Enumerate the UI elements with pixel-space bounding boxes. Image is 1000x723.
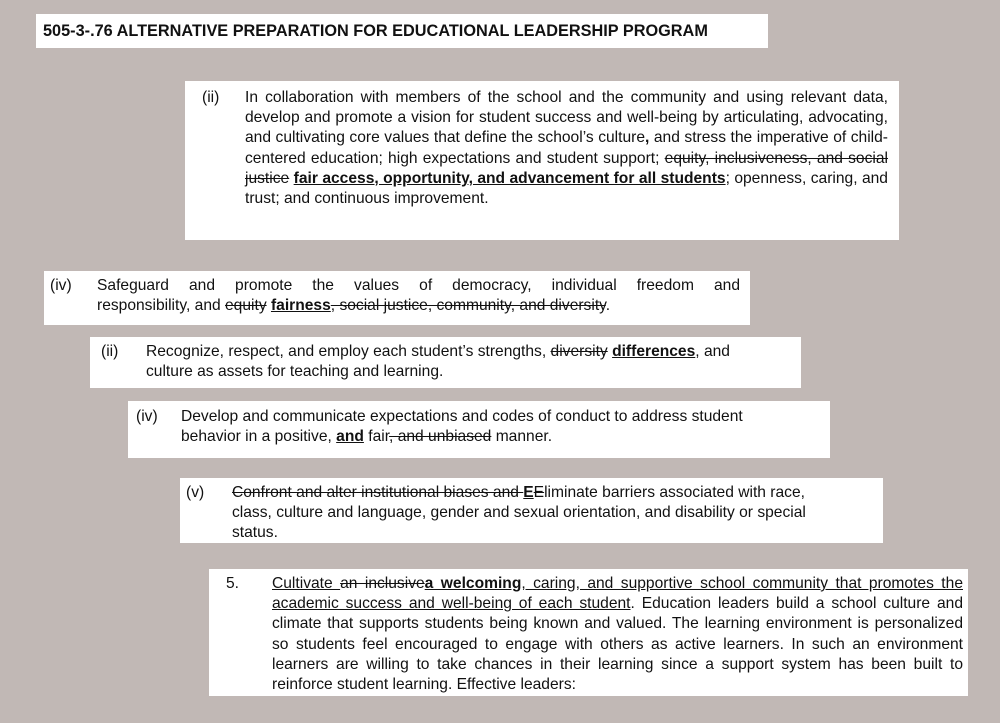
- item-number: (iv): [50, 277, 72, 294]
- deleted-text: equity, inclusiveness, and social justice: [245, 149, 888, 187]
- text-segment: behavior in a positive,: [181, 428, 337, 446]
- added-text: E: [523, 484, 534, 501]
- text-line: [97, 296, 740, 316]
- excerpt-block-5: [180, 478, 883, 543]
- excerpt-block-4: [128, 401, 830, 458]
- item-text: [232, 483, 879, 544]
- added-text: ,: [645, 129, 650, 147]
- deleted-text: , and unbiased: [389, 428, 492, 446]
- deleted-text: E: [533, 484, 545, 501]
- text-segment: , and: [695, 343, 730, 360]
- text-segment: . Education leaders build a school culture and climate that supports students being known and valued. The learning environment is personalized so students feel encouraged to engage with others as active learners. In such an environment learners are willing to take chances in their learning since a support system has been built to reinforce student learning. Effective leaders:: [272, 595, 963, 694]
- deleted-text: , social justice, community, and diversity: [330, 297, 606, 315]
- excerpt-block-2: [44, 271, 750, 325]
- deleted-text: an inclusive: [340, 575, 425, 592]
- deleted-text: equity: [225, 297, 267, 315]
- text-segment: fair: [363, 428, 390, 446]
- deleted-text: diversity: [550, 343, 608, 360]
- text-segment: Recognize, respect, and employ each student’s strengths,: [146, 343, 551, 360]
- excerpt-block-6: [209, 569, 968, 696]
- item-number: (ii): [202, 89, 220, 106]
- item-number: 5.: [226, 575, 240, 592]
- added-text: a welcoming: [424, 575, 522, 592]
- text-line: culture as assets for teaching and learning.: [146, 363, 444, 381]
- added-text: fairness: [270, 297, 331, 315]
- text-line: class, culture and language, gender and sexual orientation, and disability or special: [232, 504, 806, 522]
- document-title: [36, 14, 768, 48]
- text-segment: and stress the imperative of child-centered education; high expectations and student support;: [245, 129, 888, 167]
- text-segment: manner.: [491, 428, 553, 446]
- item-number: (v): [186, 484, 205, 501]
- text-segment: , caring, and supportive school community that promotes the academic success and well-being of each student: [272, 575, 963, 613]
- excerpt-block-3: [90, 337, 801, 388]
- text-line: status.: [232, 524, 278, 542]
- item-number: (iv): [136, 408, 158, 425]
- text-line: Develop and communicate expectations and codes of conduct to address student: [181, 408, 743, 425]
- text-line: Safeguard and promote the values of democracy, individual freedom and: [97, 277, 740, 294]
- item-text: [245, 88, 888, 209]
- text-segment: responsibility, and: [97, 297, 225, 315]
- added-text: differences: [612, 343, 696, 360]
- text-segment: Cultivate: [272, 575, 341, 592]
- item-text: [181, 407, 826, 447]
- item-number: (ii): [101, 343, 119, 360]
- text-line: [232, 483, 879, 503]
- item-text: [272, 574, 963, 695]
- text-segment: In collaboration with members of the school and the community and using relevant data, develop and promote a vision for student success and well-being by articulating, advocating, and cultivating core values that define the school’s culture: [245, 89, 888, 147]
- text-segment: ; openness, caring, and trust; and continuous improvement.: [245, 169, 888, 208]
- text-segment: .: [605, 297, 611, 315]
- text-line: [181, 427, 826, 447]
- added-text: fair access, opportunity, and advancement for all students: [293, 169, 726, 187]
- deleted-text: Confront and alter institutional biases and: [232, 484, 524, 501]
- item-text: [146, 342, 796, 382]
- item-text: [97, 276, 740, 316]
- excerpt-block-1: [185, 81, 899, 240]
- text-segment: liminate barriers associated with race,: [544, 484, 805, 501]
- added-text: and: [336, 428, 364, 446]
- document-title-text: 505-3-.76 ALTERNATIVE PREPARATION FOR EDUCATIONAL LEADERSHIP PROGRAM: [43, 22, 708, 40]
- text-line: [146, 342, 796, 362]
